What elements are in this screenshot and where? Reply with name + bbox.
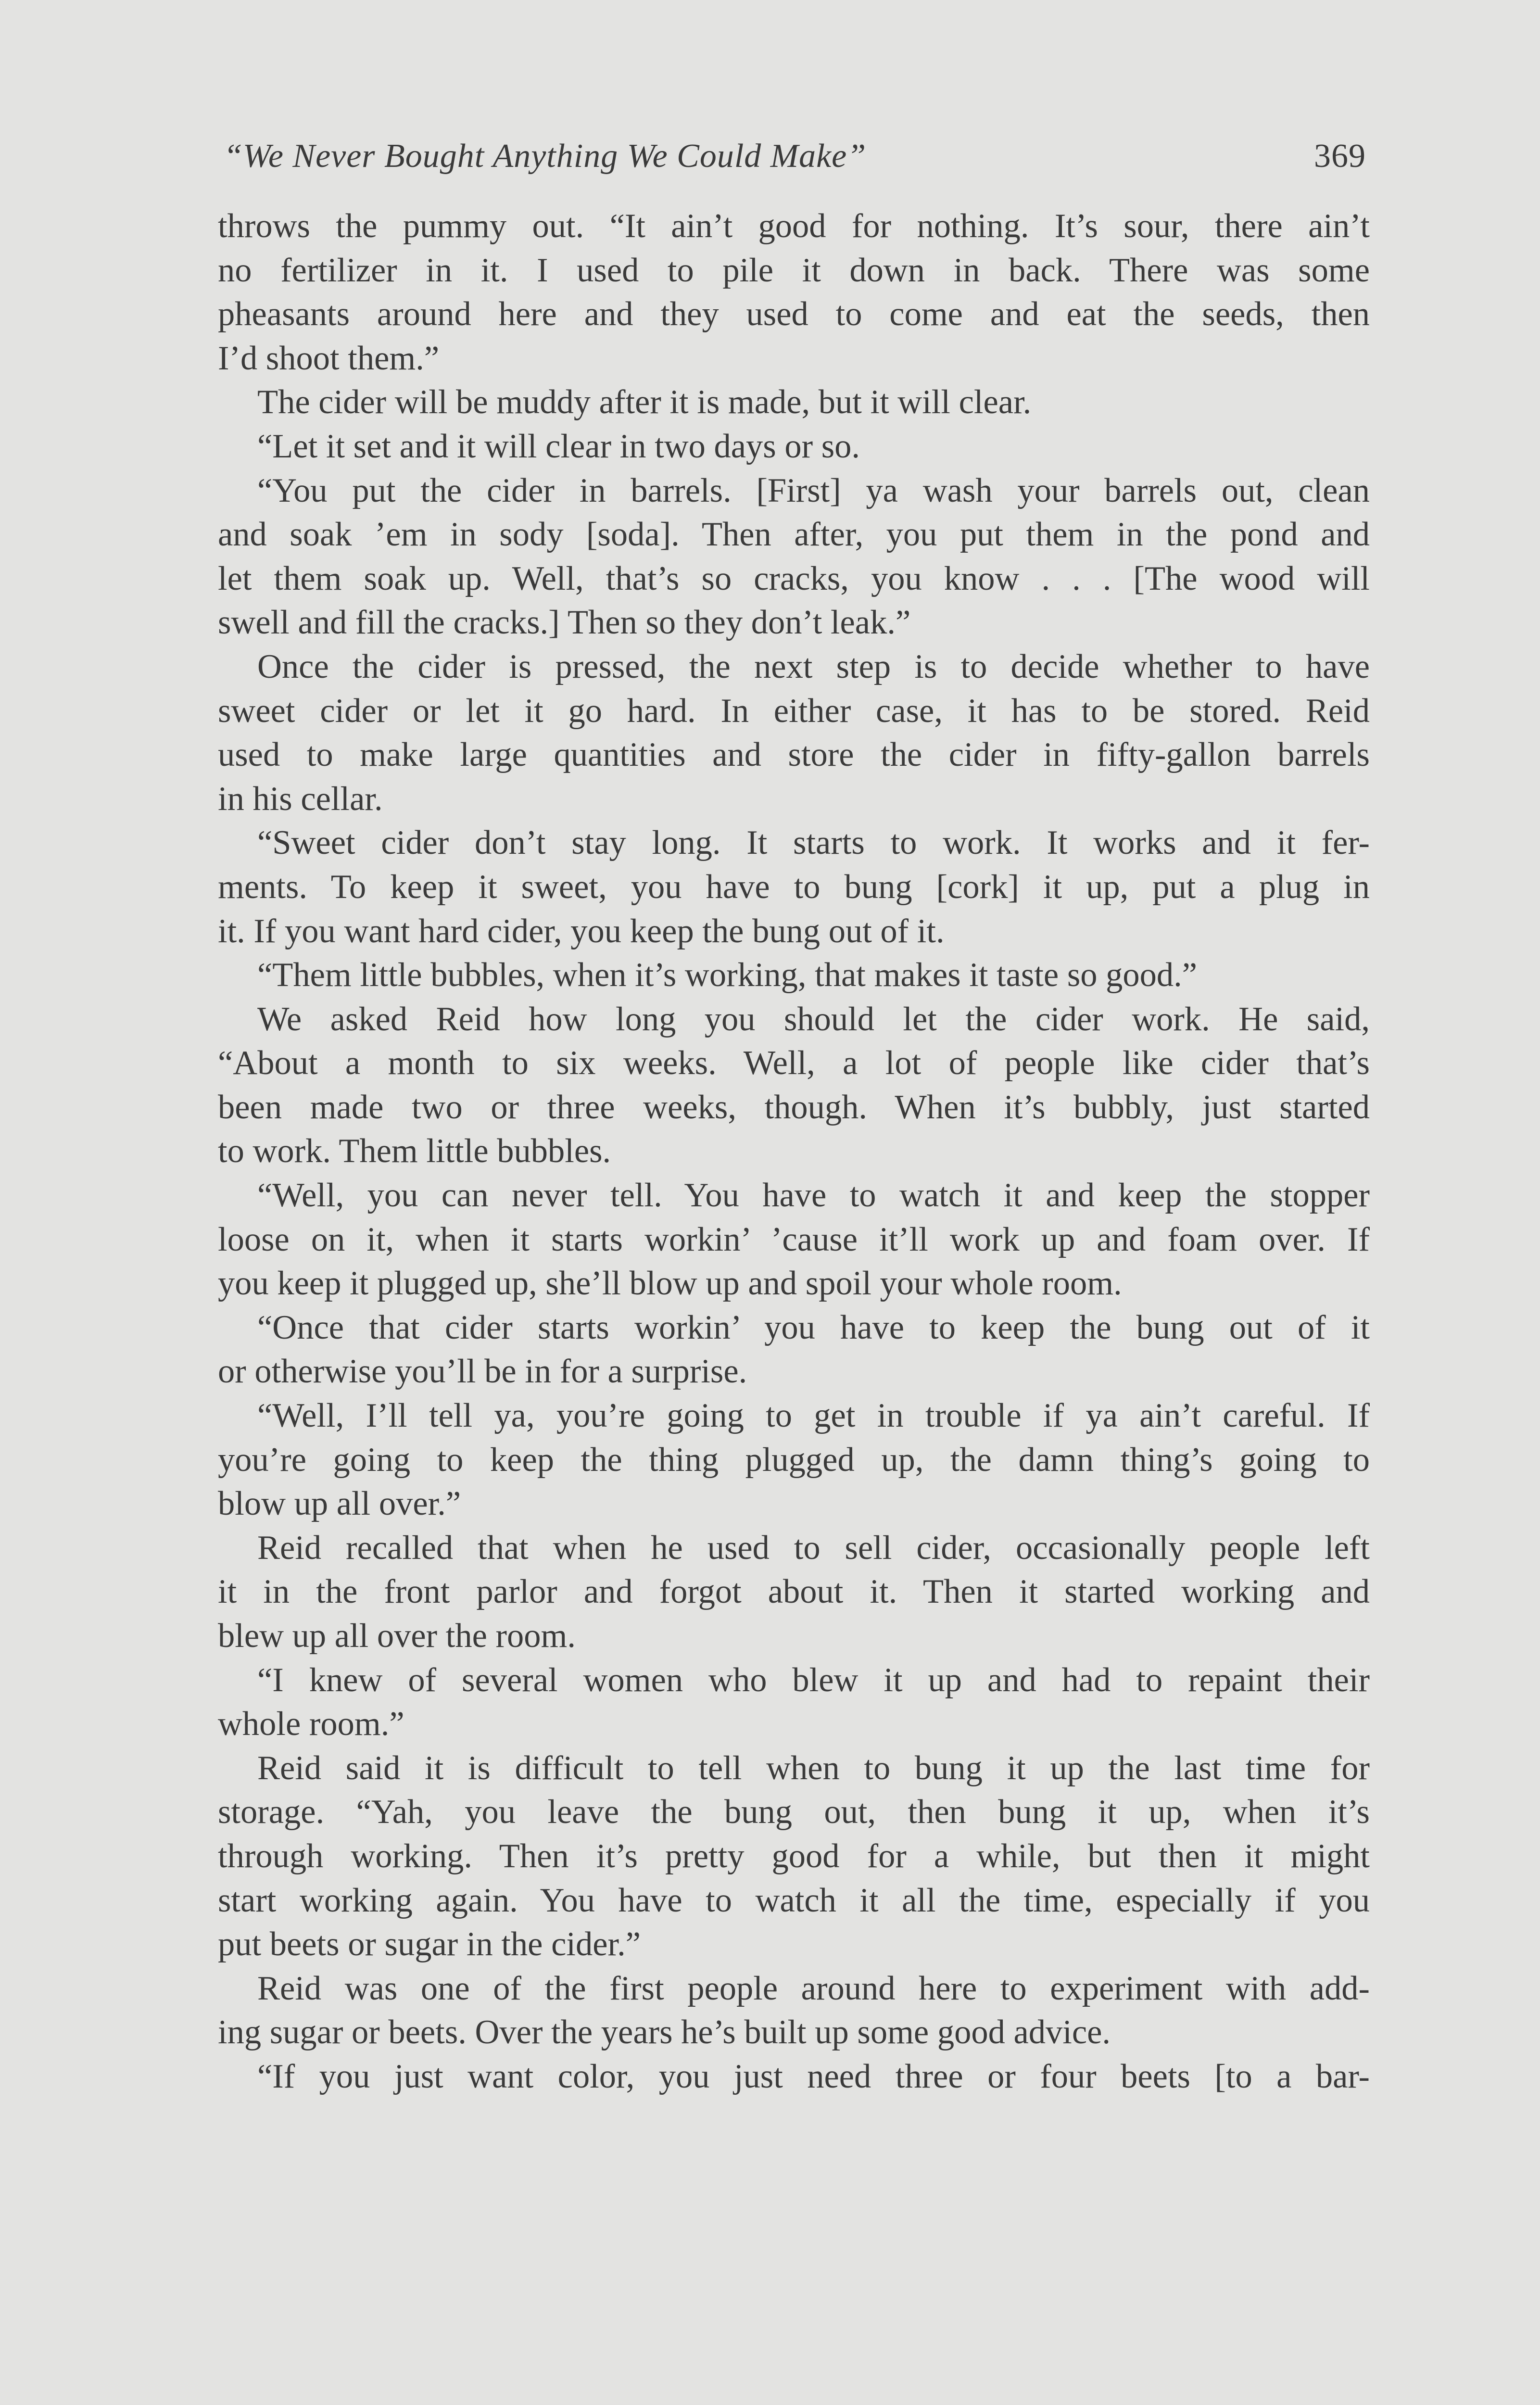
paragraph [218, 998, 1370, 1174]
text-line: “Sweet cider don’t stay long. It starts to work. It works and it fer- [257, 824, 1370, 862]
paragraph [218, 645, 1370, 821]
text-line: throws the pummy out. “It ain’t good for nothing. It’s sour, there ain’t [218, 207, 1370, 245]
text-line: pheasants around here and they used to come and eat the seeds, then [218, 295, 1370, 333]
text-line: sweet cider or let it go hard. In either case, it has to be stored. Reid [218, 692, 1370, 730]
text-line: “I knew of several women who blew it up and had to repaint their [257, 1661, 1370, 1699]
text-line: in his cellar. [218, 780, 383, 818]
text-line: been made two or three weeks, though. When it’s bubbly, just started [218, 1088, 1370, 1126]
text-line: ing sugar or beets. Over the years he’s built up some good advice. [218, 2013, 1111, 2051]
text-line: We asked Reid how long you should let the cider work. He said, [257, 1000, 1370, 1038]
text-line: I’d shoot them.” [218, 339, 440, 377]
text-line: “Them little bubbles, when it’s working, that makes it taste so good.” [257, 956, 1198, 994]
text-line: loose on it, when it starts workin’ ’cause it’ll work up and foam over. If [218, 1220, 1370, 1258]
text-line: “If you just want color, you just need three or four beets [to a bar- [257, 2057, 1370, 2095]
text-line: Once the cider is pressed, the next step is to decide whether to have [257, 647, 1370, 685]
paragraph [218, 1526, 1370, 1658]
text-line: it. If you want hard cider, you keep the bung out of it. [218, 912, 945, 950]
paragraph [218, 469, 1370, 645]
text-line: “Well, I’ll tell ya, you’re going to get in trouble if ya ain’t careful. If [257, 1397, 1370, 1435]
paragraph [218, 1174, 1370, 1306]
text-line: put beets or sugar in the cider.” [218, 1925, 641, 1963]
text-line: and soak ’em in sody [soda]. Then after, you put them in the pond and [218, 516, 1370, 554]
text-line: it in the front parlor and forgot about it. Then it started working and [218, 1573, 1370, 1611]
text-line: Reid was one of the first people around here to experiment with add- [257, 1969, 1370, 2007]
paragraph [218, 1658, 1370, 1747]
body-text [218, 204, 1370, 2099]
text-line: you’re going to keep the thing plugged up, the damn thing’s going to [218, 1441, 1370, 1479]
text-line: Reid recalled that when he used to sell cider, occasionally people left [257, 1529, 1370, 1567]
paragraph [218, 953, 1370, 998]
paragraph [218, 1747, 1370, 1967]
text-line: “Let it set and it will clear in two days or so. [257, 427, 860, 465]
text-line: “About a month to six weeks. Well, a lot of people like cider that’s [218, 1044, 1370, 1082]
text-line: blow up all over.” [218, 1485, 461, 1523]
paragraph [218, 1306, 1370, 1394]
paragraph [218, 1967, 1370, 2055]
page-header [224, 137, 1366, 185]
text-line: Reid said it is difficult to tell when to bung it up the last time for [257, 1749, 1370, 1787]
paragraph [218, 2055, 1370, 2099]
text-line: blew up all over the room. [218, 1617, 576, 1655]
paragraph [218, 1394, 1370, 1526]
running-head: “We Never Bought Anything We Could Make” [224, 138, 867, 175]
text-line: swell and fill the cracks.] Then so they don’t leak.” [218, 604, 911, 642]
text-line: “You put the cider in barrels. [First] ya wash your barrels out, clean [257, 471, 1370, 509]
text-line: ments. To keep it sweet, you have to bung [cork] it up, put a plug in [218, 868, 1370, 906]
paragraph [218, 204, 1370, 380]
text-line: through working. Then it’s pretty good for a while, but then it might [218, 1837, 1370, 1875]
text-line: you keep it plugged up, she’ll blow up and spoil your whole room. [218, 1265, 1122, 1303]
text-line: used to make large quantities and store the cider in fifty-gallon barrels [218, 736, 1370, 774]
text-line: “Well, you can never tell. You have to watch it and keep the stopper [257, 1177, 1370, 1215]
text-line: “Once that cider starts workin’ you have to keep the bung out of it [257, 1308, 1370, 1346]
text-line: start working again. You have to watch it all the time, especially if you [218, 1881, 1370, 1919]
paragraph [218, 821, 1370, 953]
text-line: storage. “Yah, you leave the bung out, then bung it up, when it’s [218, 1793, 1370, 1831]
text-line: to work. Them little bubbles. [218, 1132, 611, 1170]
paragraph [218, 380, 1370, 425]
text-line: let them soak up. Well, that’s so cracks, you know . . . [The wood will [218, 559, 1370, 597]
paragraph [218, 425, 1370, 469]
text-line: whole room.” [218, 1705, 404, 1743]
text-line: or otherwise you’ll be in for a surprise. [218, 1353, 747, 1391]
text-line: no fertilizer in it. I used to pile it down in back. There was some [218, 251, 1370, 289]
page-number: 369 [1314, 138, 1366, 175]
text-line: The cider will be muddy after it is made, but it will clear. [257, 383, 1032, 421]
